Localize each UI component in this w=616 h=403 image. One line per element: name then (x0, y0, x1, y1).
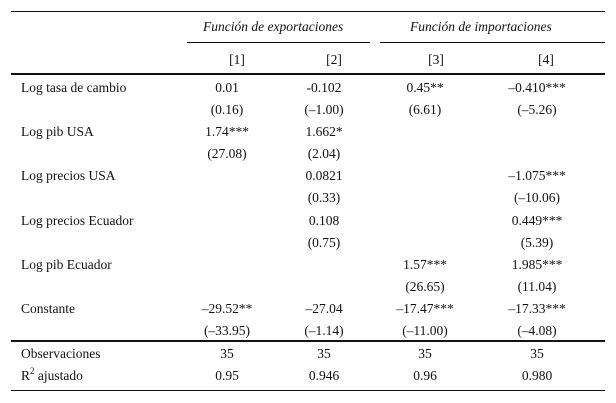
row-label: Log precios Ecuador (21, 213, 134, 228)
r2-value: 0.96 (413, 368, 437, 383)
r2-label-main: R (21, 368, 31, 383)
r2-label-rest: ajustado (34, 368, 83, 383)
coefficient-cell: –27.04 (305, 301, 343, 316)
row-label-r2-ajustado (21, 368, 83, 384)
table-bottom-rule (11, 390, 605, 391)
header-bottom-rule (11, 73, 605, 75)
coefficient-cell: 0.449*** (511, 213, 563, 228)
coefficient-cell: 1.985*** (511, 257, 563, 272)
coefficient-cell: 1.74*** (205, 124, 249, 139)
t-stat-cell: (–1.14) (304, 323, 344, 338)
column-header-4: [4] (538, 52, 554, 67)
t-stat-cell: (27.08) (207, 146, 247, 161)
t-stat-cell: (–5.26) (517, 102, 557, 117)
t-stat-cell: (2.04) (307, 146, 341, 161)
observaciones-value: 35 (530, 346, 544, 361)
group-header-export: Función de exportaciones (203, 19, 344, 34)
t-stat-cell: (–10.06) (513, 190, 561, 205)
observaciones-value: 35 (317, 346, 331, 361)
observaciones-value: 35 (418, 346, 432, 361)
coefficient-cell: 1.662* (305, 124, 343, 139)
t-stat-cell: (11.04) (517, 279, 557, 294)
coefficient-cell: –17.33*** (508, 301, 566, 316)
t-stat-cell: (–33.95) (203, 323, 251, 338)
coefficient-cell: –29.52** (201, 301, 253, 316)
r2-value: 0.95 (215, 368, 239, 383)
row-label: Log tasa de cambio (21, 80, 127, 95)
coefficient-cell: 0.0821 (305, 168, 343, 183)
t-stat-cell: (0.33) (307, 190, 341, 205)
top-rule (11, 11, 605, 12)
column-header-3: [3] (428, 52, 444, 67)
t-stat-cell: (–11.00) (402, 323, 448, 338)
coefficient-cell: –17.47*** (396, 301, 454, 316)
t-stat-cell: (26.65) (405, 279, 445, 294)
row-label: Constante (21, 301, 75, 316)
coefficient-cell: -0.102 (306, 80, 342, 95)
row-label: Log pib Ecuador (21, 257, 112, 272)
row-label-observaciones: Observaciones (21, 346, 101, 361)
coefficient-cell: 0.01 (215, 80, 239, 95)
t-stat-cell: (0.16) (210, 102, 244, 117)
r2-value: 0.980 (521, 368, 553, 383)
column-header-1: [1] (229, 52, 245, 67)
coefficient-cell: –0.410*** (508, 80, 566, 95)
coefficient-cell: 0.45** (406, 80, 444, 95)
coefficient-cell: 0.108 (308, 213, 340, 228)
body-bottom-rule (11, 340, 605, 342)
t-stat-cell: (6.61) (408, 102, 442, 117)
r2-value: 0.946 (308, 368, 340, 383)
t-stat-cell: (0.75) (307, 235, 341, 250)
coefficient-cell: –1.075*** (508, 168, 566, 183)
group-header-import: Función de importaciones (410, 19, 552, 34)
column-header-2: [2] (326, 52, 342, 67)
group-rule-export (187, 42, 370, 43)
t-stat-cell: (–1.00) (304, 102, 344, 117)
observaciones-value: 35 (220, 346, 234, 361)
row-label: Log pib USA (21, 124, 94, 139)
r2-label-sup: 2 (30, 366, 35, 376)
coefficient-cell: 1.57*** (403, 257, 447, 272)
row-label: Log precios USA (21, 168, 116, 183)
t-stat-cell: (–4.08) (517, 323, 557, 338)
group-rule-import (380, 42, 605, 43)
t-stat-cell: (5.39) (520, 235, 554, 250)
